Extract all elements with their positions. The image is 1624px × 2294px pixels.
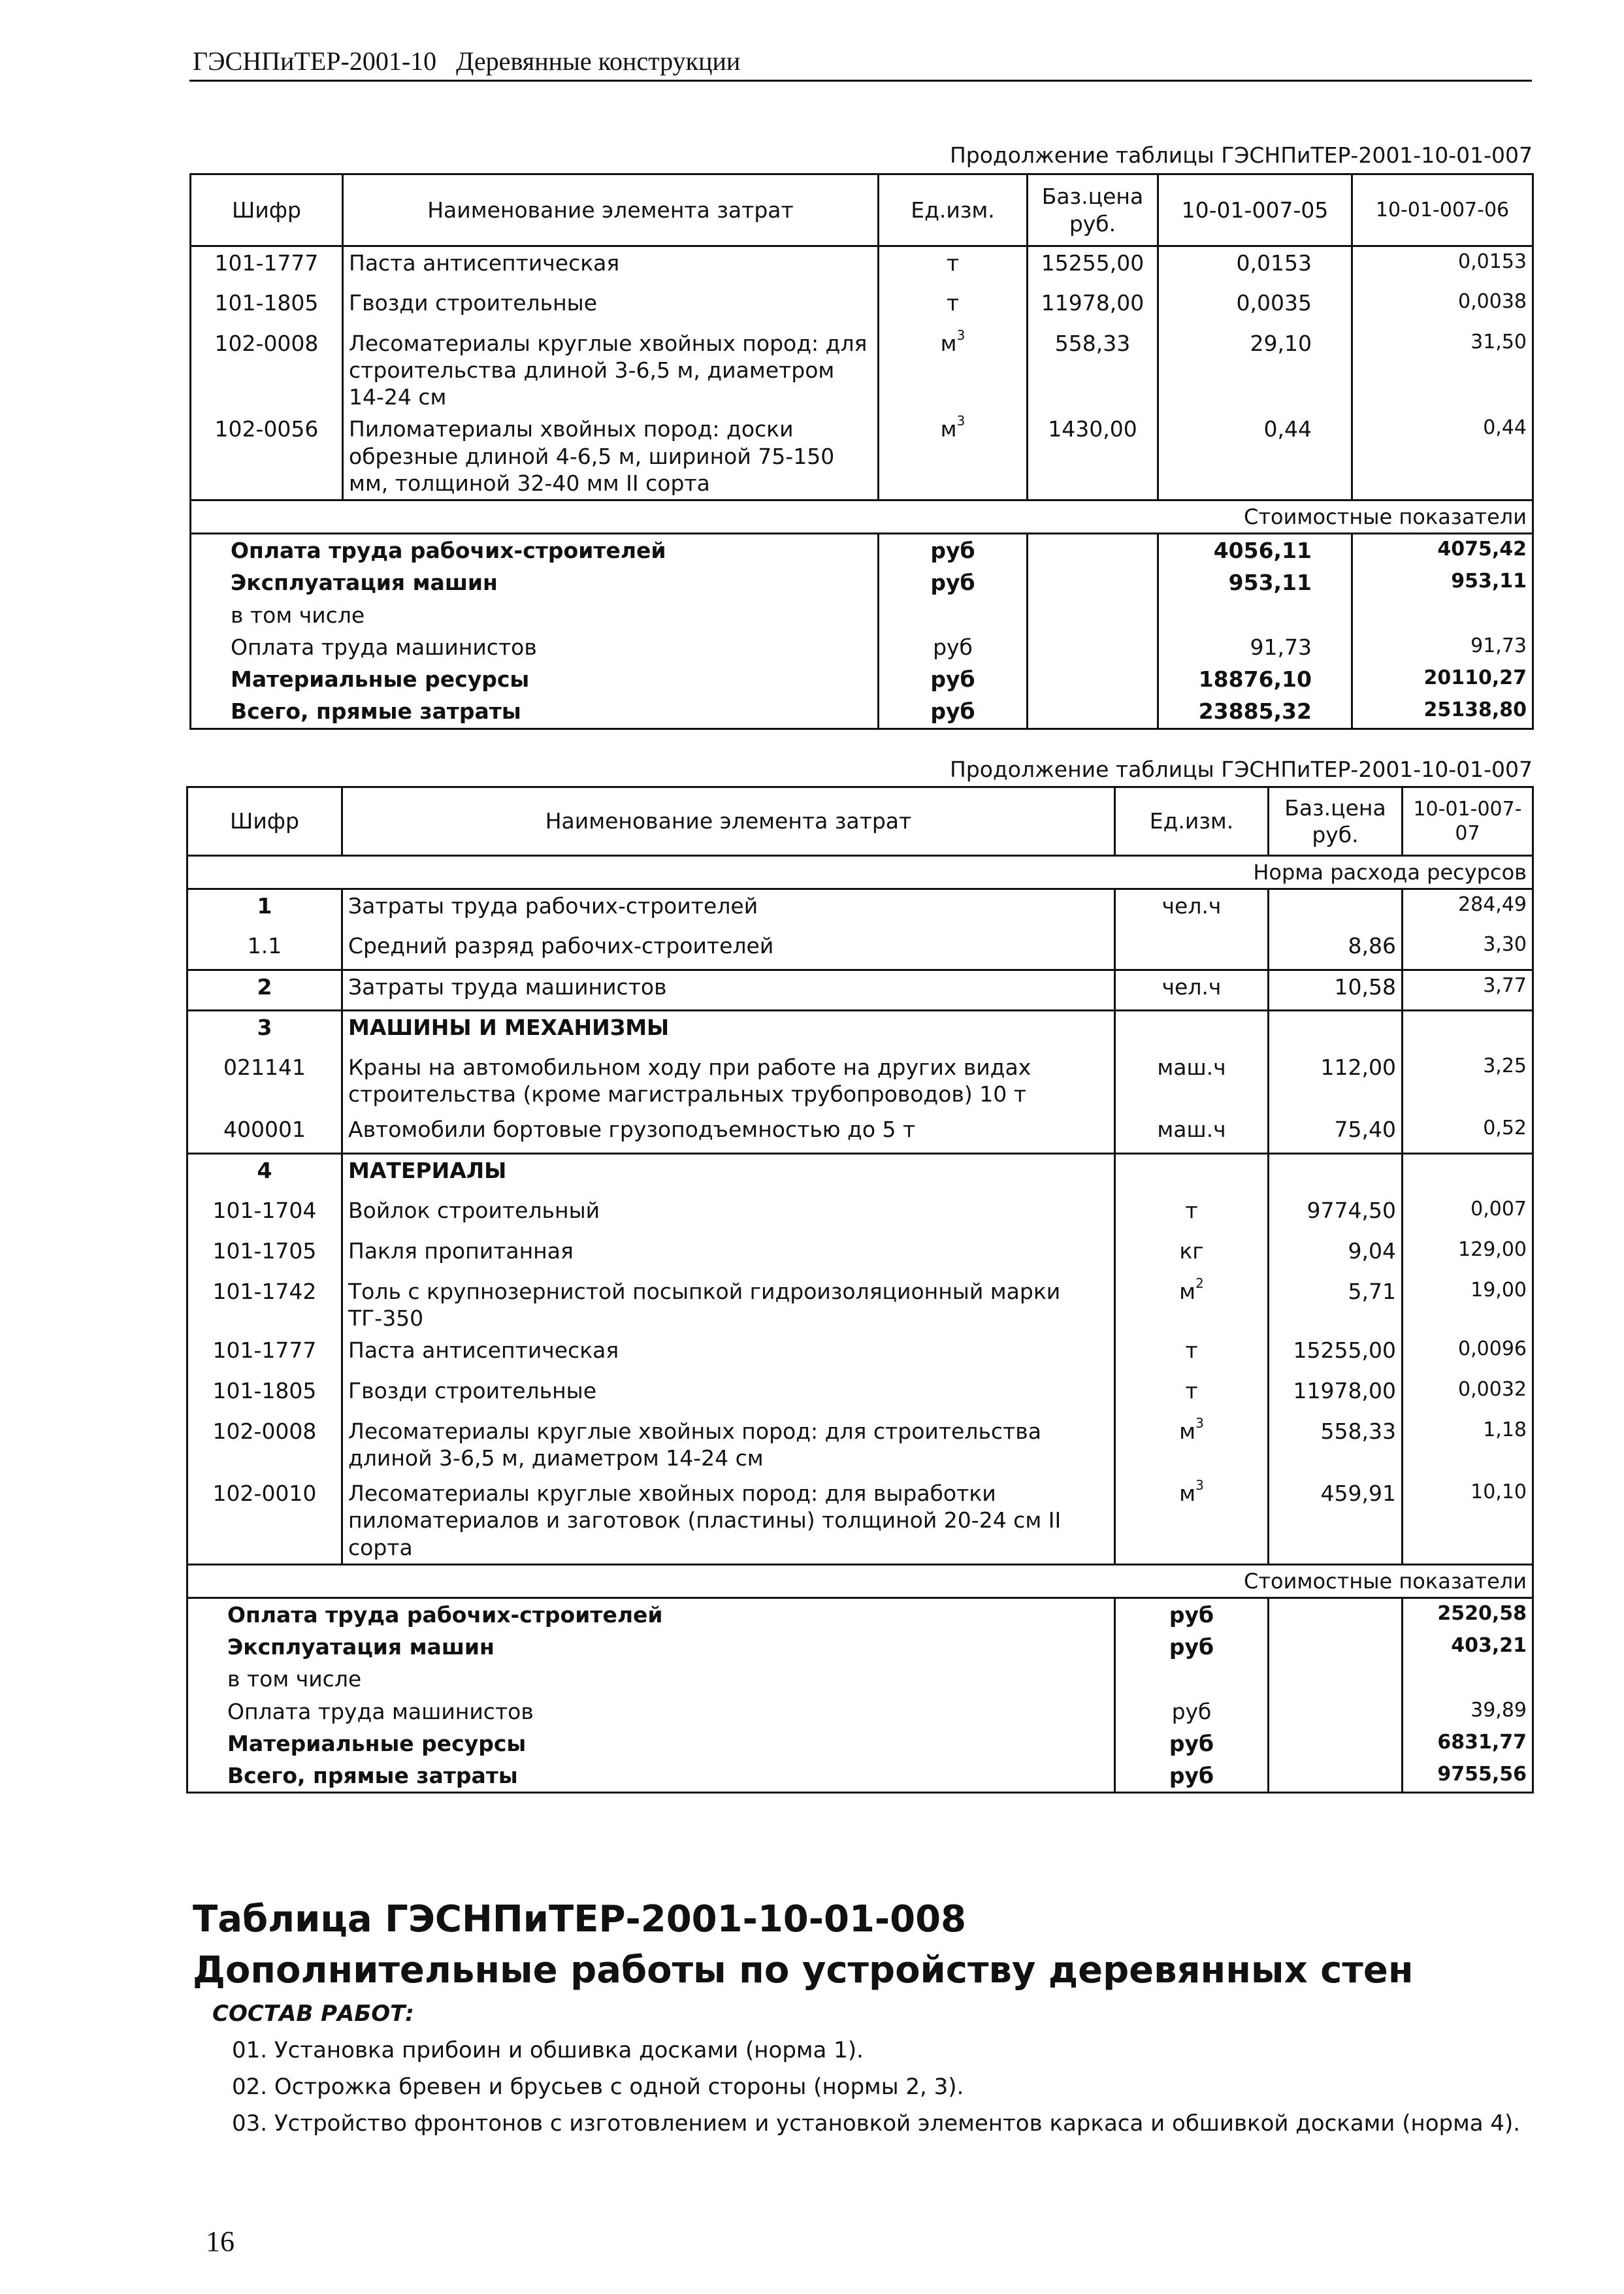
cost-value-2: 91,73	[1352, 631, 1533, 663]
row-value-1	[1403, 1154, 1533, 1194]
cost-value-1: 403,21	[1403, 1631, 1533, 1663]
cost-row	[191, 599, 1533, 631]
row-name: Лесоматериалы круглые хвойных пород: для выработки пиломатериалов и заготовок (пластины) толщиной 20-24 см II сорта	[342, 1477, 1115, 1564]
row-code: 101-1777	[187, 1334, 342, 1375]
t2-header-unit: Ед.изм.	[1115, 787, 1269, 856]
row-price: 558,33	[1269, 1415, 1403, 1477]
row-name: Затраты труда рабочих-строителей	[342, 889, 1115, 930]
page-number: 16	[206, 2225, 235, 2257]
cost-row	[191, 566, 1533, 598]
cost-price-empty	[1269, 1760, 1403, 1793]
row-code: 101-1805	[191, 287, 343, 327]
row-name: МАТЕРИАЛЫ	[342, 1154, 1115, 1194]
row-value-2: 31,50	[1352, 327, 1533, 414]
cost-price-empty	[1028, 631, 1158, 663]
table-row	[187, 889, 1533, 930]
row-code: 102-0008	[187, 1415, 342, 1477]
cost-label: Оплата труда рабочих-строителей	[191, 534, 879, 567]
cost-unit: руб	[879, 695, 1028, 729]
cost-value-2: 20110,27	[1352, 663, 1533, 695]
works-heading: СОСТАВ РАБОТ:	[212, 2001, 414, 2027]
row-price: 11978,00	[1269, 1375, 1403, 1415]
row-value-1: 0,0032	[1403, 1375, 1533, 1415]
row-value-1: 0,0096	[1403, 1334, 1533, 1375]
next-table-subtitle: Дополнительные работы по устройству деревянных стен	[193, 1949, 1414, 1991]
cost-value-1: 18876,10	[1158, 663, 1352, 695]
t2-header-col1: 10-01-007-07	[1403, 787, 1533, 856]
running-header	[193, 46, 740, 76]
cost-value-2: 25138,80	[1352, 695, 1533, 729]
row-unit: $м^3$	[879, 413, 1028, 500]
cost-label: Эксплуатация машин	[187, 1631, 1115, 1663]
row-value-1: 3,25	[1403, 1051, 1533, 1113]
cost-price-empty	[1269, 1663, 1403, 1695]
cost-price-empty	[1028, 566, 1158, 598]
cost-price-empty	[1028, 599, 1158, 631]
cost-section-label: Стоимостные показатели	[191, 500, 1533, 534]
row-value-1: 0,44	[1158, 413, 1352, 500]
row-code: 102-0010	[187, 1477, 342, 1564]
row-price: 558,33	[1028, 327, 1158, 414]
cost-unit: руб	[879, 663, 1028, 695]
cost-row	[187, 1631, 1533, 1663]
table-row	[187, 1415, 1533, 1477]
row-unit: маш.ч	[1115, 1113, 1269, 1154]
cost-row	[191, 695, 1533, 729]
table-row	[191, 327, 1533, 414]
cost-unit: руб	[1115, 1760, 1269, 1793]
row-unit	[1115, 930, 1269, 970]
row-unit	[1115, 1154, 1269, 1194]
table-row	[187, 1194, 1533, 1235]
row-price: 5,71	[1269, 1275, 1403, 1335]
work-item-2: 02. Острожка бревен и брусьев с одной стороны (нормы 2, 3).	[232, 2074, 964, 2100]
row-name: Паста антисептическая	[343, 246, 879, 287]
row-value-1: 284,49	[1403, 889, 1533, 930]
row-price	[1269, 1011, 1403, 1051]
table-row	[187, 1334, 1533, 1375]
table-row	[187, 1477, 1533, 1564]
row-price: 9,04	[1269, 1235, 1403, 1275]
cost-row	[187, 1598, 1533, 1631]
row-value-1: 0,007	[1403, 1194, 1533, 1235]
row-code: 021141	[187, 1051, 342, 1113]
cost-unit	[879, 599, 1028, 631]
row-unit: кг	[1115, 1235, 1269, 1275]
t1-header-unit: Ед.изм.	[879, 174, 1028, 246]
header-doc: ГЭСНПиТЕР-2001-10	[193, 46, 437, 76]
t2-header-name: Наименование элемента затрат	[342, 787, 1115, 856]
row-name: Гвозди строительные	[342, 1375, 1115, 1415]
row-price: 15255,00	[1028, 246, 1158, 287]
header-section: Деревянные конструкции	[456, 46, 741, 76]
cost-value-1	[1158, 599, 1352, 631]
row-name: Толь с крупнозернистой посыпкой гидроизоляционный марки ТГ-350	[342, 1275, 1115, 1335]
cost-label: Материальные ресурсы	[187, 1728, 1115, 1760]
cost-label: Эксплуатация машин	[191, 566, 879, 598]
row-code: 3	[187, 1011, 342, 1051]
table-row	[187, 930, 1533, 970]
cost-unit: руб	[879, 566, 1028, 598]
row-price: 15255,00	[1269, 1334, 1403, 1375]
t2-header-code: Шифр	[187, 787, 342, 856]
cost-label: Материальные ресурсы	[191, 663, 879, 695]
cost-unit: руб	[879, 534, 1028, 567]
table-row	[187, 1275, 1533, 1335]
cost-label: в том числе	[191, 599, 879, 631]
row-unit: т	[1115, 1334, 1269, 1375]
row-price: 75,40	[1269, 1113, 1403, 1154]
row-code: 101-1805	[187, 1375, 342, 1415]
row-name: Пакля пропитанная	[342, 1235, 1115, 1275]
cost-value-1: 4056,11	[1158, 534, 1352, 567]
cost-value-1	[1403, 1663, 1533, 1695]
row-name: Гвозди строительные	[343, 287, 879, 327]
cost-label: Всего, прямые затраты	[191, 695, 879, 729]
t1-header-price: Баз.цена руб.	[1028, 174, 1158, 246]
cost-label: Всего, прямые затраты	[187, 1760, 1115, 1793]
row-unit: т	[879, 246, 1028, 287]
row-code: 1	[187, 889, 342, 930]
row-value-1: 1,18	[1403, 1415, 1533, 1477]
t1-header-name: Наименование элемента затрат	[343, 174, 879, 246]
row-price: 11978,00	[1028, 287, 1158, 327]
row-code: 102-0056	[191, 413, 343, 500]
t1-header-code: Шифр	[191, 174, 343, 246]
cost-value-1: 6831,77	[1403, 1728, 1533, 1760]
row-unit: т	[1115, 1194, 1269, 1235]
cost-price-empty	[1028, 663, 1158, 695]
row-value-1	[1403, 1011, 1533, 1051]
row-price: 459,91	[1269, 1477, 1403, 1564]
row-code: 101-1777	[191, 246, 343, 287]
row-value-2: 0,0038	[1352, 287, 1533, 327]
row-unit: $м^3$	[1115, 1477, 1269, 1564]
row-name: Затраты труда машинистов	[342, 970, 1115, 1011]
table-row	[191, 246, 1533, 287]
cost-unit	[1115, 1663, 1269, 1695]
row-unit: $м^3$	[1115, 1415, 1269, 1477]
row-code: 1.1	[187, 930, 342, 970]
row-code: 101-1742	[187, 1275, 342, 1335]
table-row	[187, 1113, 1533, 1154]
cost-row	[191, 663, 1533, 695]
cost-price-empty	[1269, 1631, 1403, 1663]
row-value-2: 0,0153	[1352, 246, 1533, 287]
table-row	[187, 1051, 1533, 1113]
cost-value-2: 953,11	[1352, 566, 1533, 598]
cost-value-2	[1352, 599, 1533, 631]
row-value-1: 10,10	[1403, 1477, 1533, 1564]
row-value-1: 19,00	[1403, 1275, 1533, 1335]
row-value-1: 129,00	[1403, 1235, 1533, 1275]
row-value-1: 0,52	[1403, 1113, 1533, 1154]
row-name: МАШИНЫ И МЕХАНИЗМЫ	[342, 1011, 1115, 1051]
row-name: Автомобили бортовые грузоподъемностью до 5 т	[342, 1113, 1115, 1154]
cost-value-1: 91,73	[1158, 631, 1352, 663]
cost-unit: руб	[1115, 1598, 1269, 1631]
next-table-title: Таблица ГЭСНПиТЕР-2001-10-01-008	[193, 1898, 967, 1941]
row-price: 10,58	[1269, 970, 1403, 1011]
cost-label: Оплата труда машинистов	[187, 1696, 1115, 1728]
row-value-1: 3,30	[1403, 930, 1533, 970]
row-price: 8,86	[1269, 930, 1403, 970]
row-code: 102-0008	[191, 327, 343, 414]
cost-row	[187, 1663, 1533, 1695]
cost-value-1: 953,11	[1158, 566, 1352, 598]
norm-section-label: Норма расхода ресурсов	[187, 856, 1533, 889]
cost-value-1: 9755,56	[1403, 1760, 1533, 1793]
t1-header-col2: 10-01-007-06	[1352, 174, 1533, 246]
table-row	[187, 1235, 1533, 1275]
cost-row	[187, 1696, 1533, 1728]
row-unit: чел.ч	[1115, 970, 1269, 1011]
cost-value-1: 23885,32	[1158, 695, 1352, 729]
row-price	[1269, 889, 1403, 930]
cost-value-1: 39,89	[1403, 1696, 1533, 1728]
cost-value-2: 4075,42	[1352, 534, 1533, 567]
cost-label: в том числе	[187, 1663, 1115, 1695]
row-unit: т	[879, 287, 1028, 327]
t2-header-price: Баз.цена руб.	[1269, 787, 1403, 856]
table-row	[187, 1154, 1533, 1194]
row-value-1: 29,10	[1158, 327, 1352, 414]
work-item-3: 03. Устройство фронтонов с изготовлением и установкой элементов каркаса и обшивкой досками (норма 4).	[232, 2110, 1521, 2137]
cost-price-empty	[1269, 1598, 1403, 1631]
row-code: 101-1704	[187, 1194, 342, 1235]
cost-unit: руб	[1115, 1696, 1269, 1728]
row-unit: $м^2$	[1115, 1275, 1269, 1335]
cost-unit: руб	[1115, 1728, 1269, 1760]
cost-unit: руб	[879, 631, 1028, 663]
cost-row	[187, 1728, 1533, 1760]
row-price: 112,00	[1269, 1051, 1403, 1113]
row-name: Лесоматериалы круглые хвойных пород: для строительства длиной 3-6,5 м, диаметром 14-24 см	[343, 327, 879, 414]
table2	[186, 786, 1534, 1794]
table1	[189, 173, 1534, 730]
row-code: 2	[187, 970, 342, 1011]
row-unit: т	[1115, 1375, 1269, 1415]
row-unit: маш.ч	[1115, 1051, 1269, 1113]
table1-caption: Продолжение таблицы ГЭСНПиТЕР-2001-10-01-007	[949, 142, 1533, 168]
row-unit: чел.ч	[1115, 889, 1269, 930]
header-rule	[189, 80, 1532, 82]
row-price: 9774,50	[1269, 1194, 1403, 1235]
row-name: Паста антисептическая	[342, 1334, 1115, 1375]
table-row	[187, 1375, 1533, 1415]
cost-section-label: Стоимостные показатели	[187, 1564, 1533, 1598]
cost-unit: руб	[1115, 1631, 1269, 1663]
work-item-1: 01. Установка прибоин и обшивка досками (норма 1).	[232, 2037, 864, 2063]
table-row	[187, 1011, 1533, 1051]
row-unit	[1115, 1011, 1269, 1051]
row-price: 1430,00	[1028, 413, 1158, 500]
row-price	[1269, 1154, 1403, 1194]
cost-price-empty	[1028, 534, 1158, 567]
cost-row	[187, 1760, 1533, 1793]
cost-label: Оплата труда машинистов	[191, 631, 879, 663]
table2-caption: Продолжение таблицы ГЭСНПиТЕР-2001-10-01-007	[949, 757, 1533, 782]
row-name: Краны на автомобильном ходу при работе на других видах строительства (кроме магистральных трубопроводов) 10 т	[342, 1051, 1115, 1113]
row-unit: $м^3$	[879, 327, 1028, 414]
cost-price-empty	[1028, 695, 1158, 729]
table-row	[191, 413, 1533, 500]
cost-price-empty	[1269, 1728, 1403, 1760]
cost-value-1: 2520,58	[1403, 1598, 1533, 1631]
row-value-1: 3,77	[1403, 970, 1533, 1011]
row-code: 400001	[187, 1113, 342, 1154]
row-value-1: 0,0153	[1158, 246, 1352, 287]
cost-row	[191, 534, 1533, 567]
row-code: 4	[187, 1154, 342, 1194]
row-code: 101-1705	[187, 1235, 342, 1275]
cost-price-empty	[1269, 1696, 1403, 1728]
t1-header-col1: 10-01-007-05	[1158, 174, 1352, 246]
table-row	[191, 287, 1533, 327]
row-name: Средний разряд рабочих-строителей	[342, 930, 1115, 970]
row-name: Пиломатериалы хвойных пород: доски обрезные длиной 4-6,5 м, шириной 75-150 мм, толщиной 32-40 мм II сорта	[343, 413, 879, 500]
row-name: Войлок строительный	[342, 1194, 1115, 1235]
cost-row	[191, 631, 1533, 663]
table-row	[187, 970, 1533, 1011]
cost-label: Оплата труда рабочих-строителей	[187, 1598, 1115, 1631]
row-value-1: 0,0035	[1158, 287, 1352, 327]
row-value-2: 0,44	[1352, 413, 1533, 500]
row-name: Лесоматериалы круглые хвойных пород: для строительства длиной 3-6,5 м, диаметром 14-24 см	[342, 1415, 1115, 1477]
